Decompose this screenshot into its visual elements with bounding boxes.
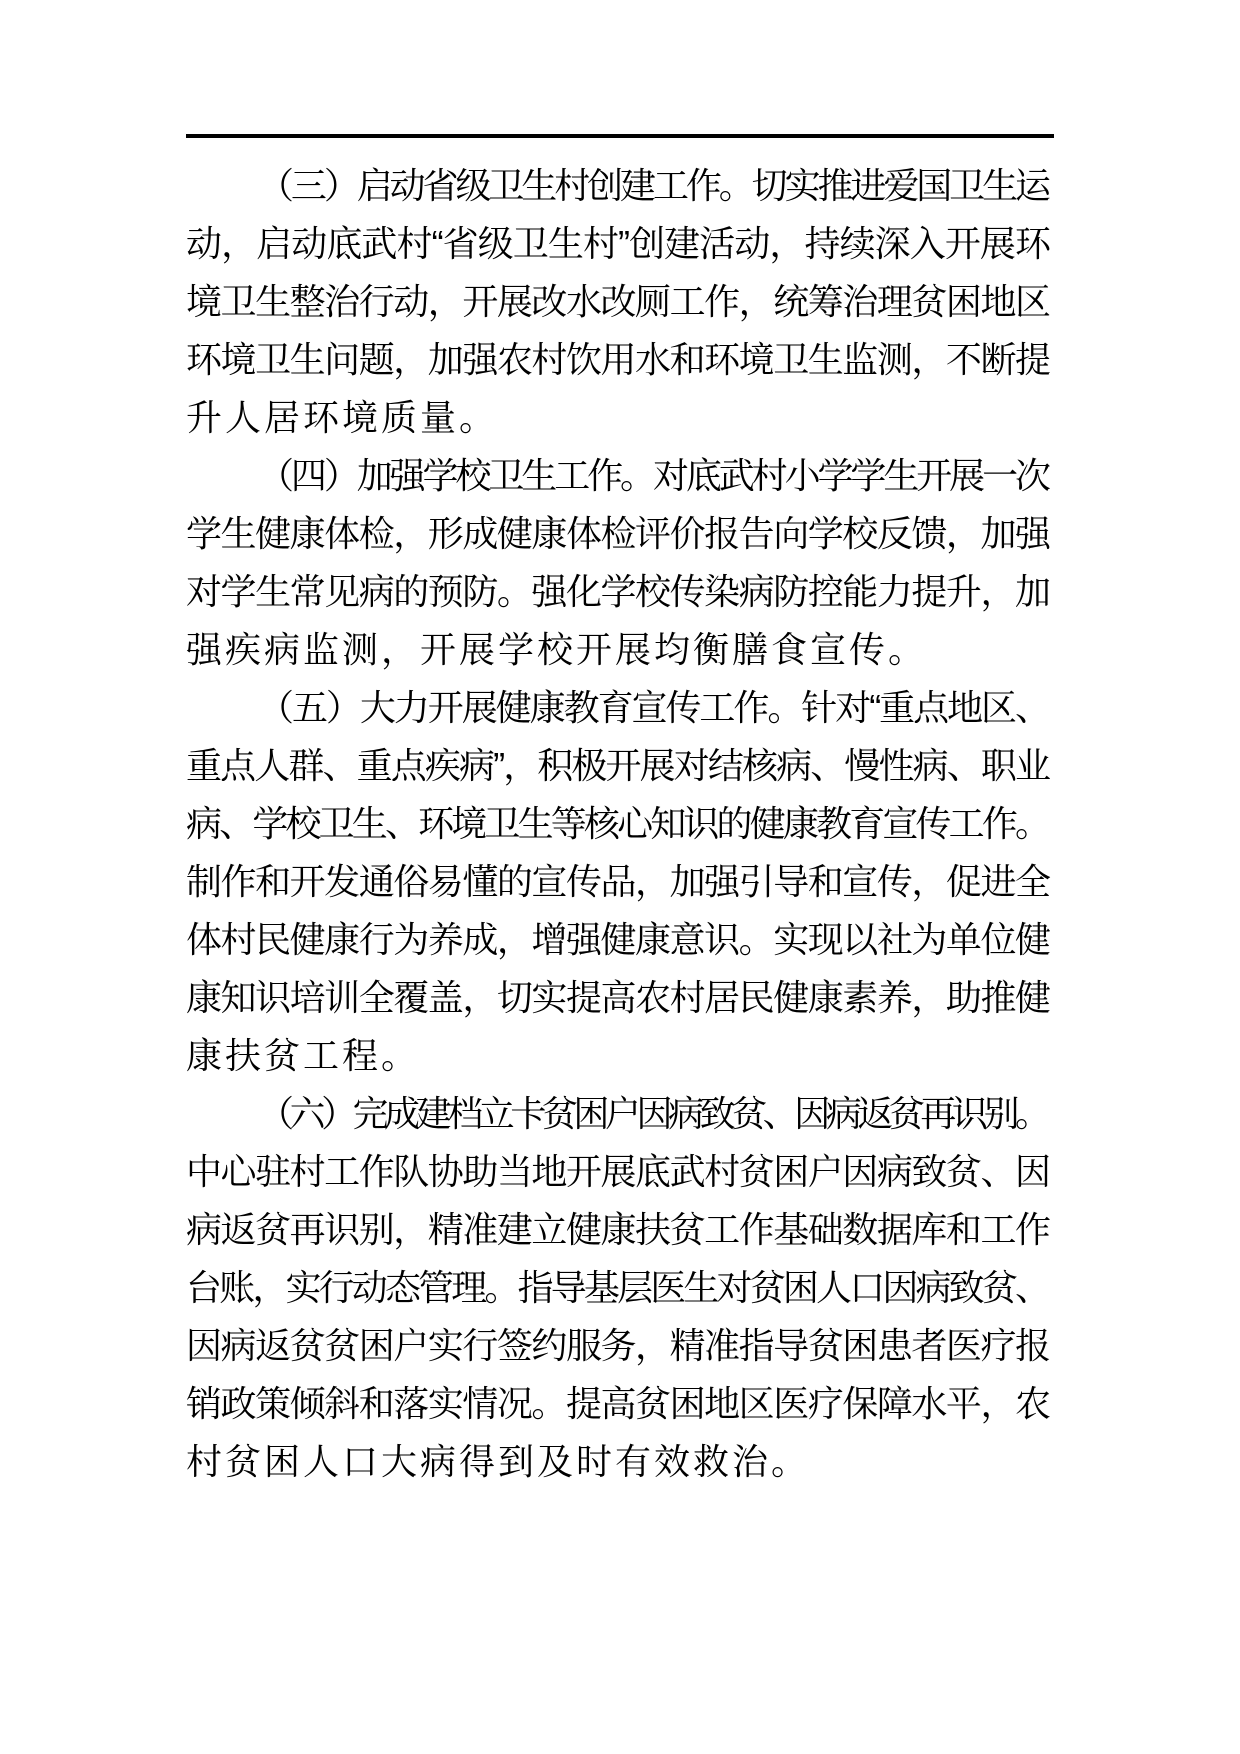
text-line-content: 病返贫再识别，精准建立健康扶贫工作基础数据库和工作 xyxy=(186,1209,1050,1250)
document-body xyxy=(186,157,1054,1491)
text-line-content: 销政策倾斜和落实情况。提高贫困地区医疗保障水平，农 xyxy=(186,1383,1050,1424)
text-line xyxy=(186,1317,1054,1375)
text-line-content: （五）大力开展健康教育宣传工作。针对“重点地区、 xyxy=(258,687,1049,728)
text-line-content: 康扶贫工程。 xyxy=(186,1035,421,1076)
text-line xyxy=(186,621,1054,679)
text-line-content: 台账，实行动态管理。指导基层医生对贫困人口因病致贫、 xyxy=(186,1267,1049,1308)
text-line-content: 强疾病监测，开展学校开展均衡膳食宣传。 xyxy=(186,629,928,670)
text-line xyxy=(186,969,1054,1027)
text-line xyxy=(186,679,1054,737)
text-line-content: 因病返贫贫困户实行签约服务，精准指导贫困患者医疗报 xyxy=(186,1325,1050,1366)
text-line xyxy=(186,157,1054,215)
text-line-content: 中心驻村工作队协助当地开展底武村贫困户因病致贫、因 xyxy=(186,1151,1050,1192)
text-line-content: 村贫困人口大病得到及时有效救治。 xyxy=(186,1441,811,1482)
paragraph xyxy=(186,157,1054,447)
text-line-content: 对学生常见病的预防。强化学校传染病防控能力提升，加 xyxy=(186,571,1050,612)
text-line-content: 境卫生整治行动，开展改水改厕工作，统筹治理贫困地区 xyxy=(186,281,1050,322)
text-line-content: 制作和开发通俗易懂的宣传品，加强引导和宣传，促进全 xyxy=(186,861,1050,902)
text-line xyxy=(186,1433,1054,1491)
paragraph xyxy=(186,447,1054,679)
text-line-content: 升人居环境质量。 xyxy=(186,397,499,438)
text-line xyxy=(186,795,1054,853)
text-line xyxy=(186,1027,1054,1085)
text-line xyxy=(186,737,1054,795)
text-line xyxy=(186,331,1054,389)
text-line xyxy=(186,273,1054,331)
text-line xyxy=(186,1201,1054,1259)
text-line-content: 体村民健康行为养成，增强健康意识。实现以社为单位健 xyxy=(186,919,1050,960)
text-line-content: （四）加强学校卫生工作。对底武村小学学生开展一次 xyxy=(258,455,1048,496)
paragraph xyxy=(186,679,1054,1085)
text-line-content: （六）完成建档立卡贫困户因病致贫、因病返贫再识别。 xyxy=(258,1093,1047,1134)
paragraph xyxy=(186,1085,1054,1491)
text-line-content: 重点人群、重点疾病”，积极开展对结核病、慢性病、职业 xyxy=(186,745,1050,786)
header-rule xyxy=(186,134,1054,138)
text-line-content: 康知识培训全覆盖，切实提高农村居民健康素养，助推健 xyxy=(186,977,1050,1018)
text-line xyxy=(186,1085,1054,1143)
text-line-content: 病、学校卫生、环境卫生等核心知识的健康教育宣传工作。 xyxy=(186,803,1049,844)
text-line xyxy=(186,1259,1054,1317)
text-line xyxy=(186,505,1054,563)
text-line xyxy=(186,447,1054,505)
text-line xyxy=(186,215,1054,273)
text-line-content: 动，启动底武村“省级卫生村”创建活动，持续深入开展环 xyxy=(186,223,1051,264)
text-line-content: 环境卫生问题，加强农村饮用水和环境卫生监测，不断提 xyxy=(186,339,1050,380)
text-line xyxy=(186,911,1054,969)
text-line xyxy=(186,1375,1054,1433)
text-line xyxy=(186,389,1054,447)
text-line xyxy=(186,853,1054,911)
text-line-content: （三）启动省级卫生村创建工作。切实推进爱国卫生运 xyxy=(258,165,1048,206)
text-line xyxy=(186,563,1054,621)
text-line xyxy=(186,1143,1054,1201)
text-line-content: 学生健康体检，形成健康体检评价报告向学校反馈，加强 xyxy=(186,513,1050,554)
